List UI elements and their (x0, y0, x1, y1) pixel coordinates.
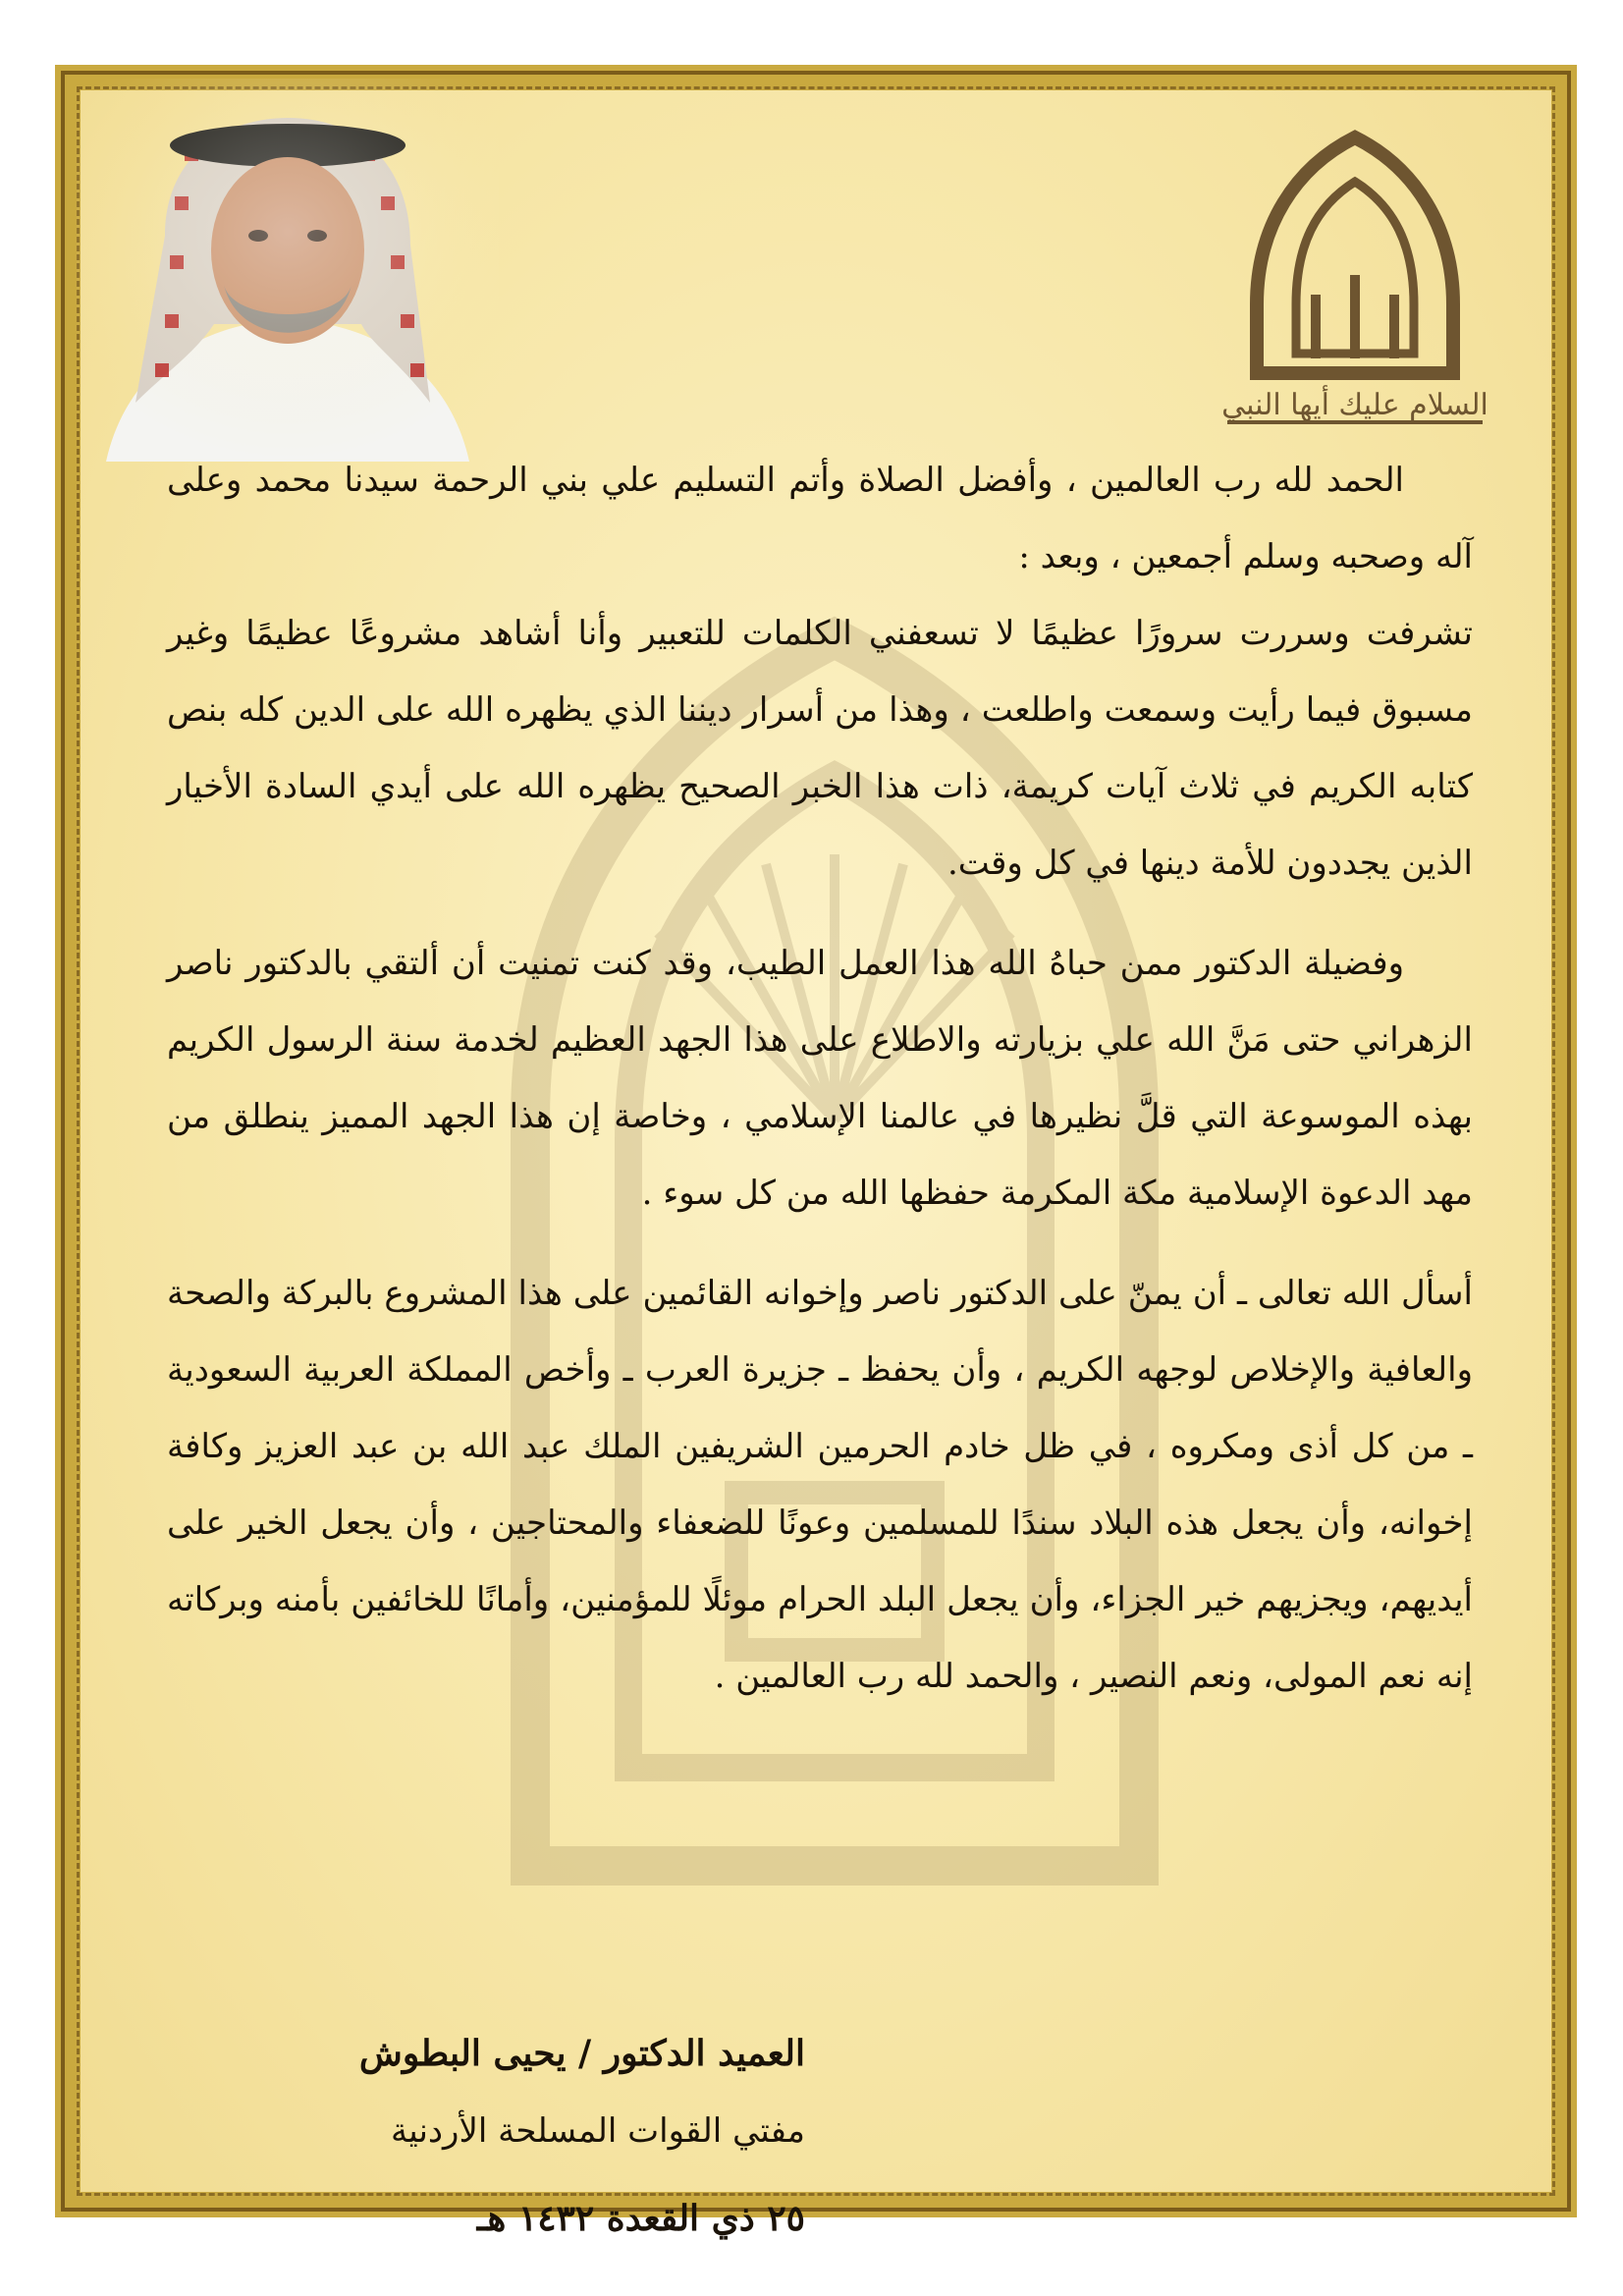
signature-title: مفتي القوات المسلحة الأردنية (390, 2111, 805, 2151)
signature-date: ٢٥ ذي القعدة ١٤٣٢ هـ (476, 2198, 805, 2239)
paragraph-1: الحمد لله رب العالمين ، وأفضل الصلاة وأتم التسليم علي بني الرحمة سيدنا محمد وعلى آله وصحبه وسلم أجمعين ، وبعد : (167, 461, 1473, 576)
letter-body (167, 442, 1473, 1715)
paragraph-3: وفضيلة الدكتور ممن حباهُ الله هذا العمل الطيب، وقد كنت تمنيت أن ألتقي بالدكتور ناصر الزهراني حتى مَنَّ الله علي بزيارته والاطلاع على هذا الجهد العظيم لخدمة سنة الرسول الكريم بهذه الموسوعة التي قلَّ نظيرها في عالمنا الإسلامي ، وخاصة إن هذا الجهد المميز ينطلق من مهد الدعوة الإسلامية مكة المكرمة حفظها الله من كل سوء . (167, 944, 1473, 1213)
logo-calligraphy: السلام عليك أيها النبي (1221, 388, 1488, 422)
paragraph-2: تشرفت وسررت سرورًا عظيمًا لا تسعفني الكلمات للتعبير وأنا أشاهد مشروعًا عظيمًا وغير مسبوق فيما رأيت وسمعت واطلعت ، وهذا من أسرار ديننا الذي يظهره الله على الدين كله بنص كتابه الكريم في ثلاث آيات كريمة، ذات هذا الخبر الصحيح يظهره الله على أيدي السادة الأخيار الذين يجددون للأمة دينها في كل وقت. (167, 614, 1473, 883)
mosque-arch-logo (1208, 128, 1502, 452)
signature-name: العميد الدكتور / يحيى البطوش (358, 2033, 805, 2074)
paragraph-4: أسأل الله تعالى ـ أن يمنّ على الدكتور ناصر وإخوانه القائمين على هذا المشروع بالبركة والصحة والعافية والإخلاص لوجهه الكريم ، وأن يحفظ ـ جزيرة العرب ـ وأخص المملكة العربية السعودية ـ من كل أذى ومكروه ، في ظل خادم الحرمين الشريفين الملك عبد الله بن عبد العزيز وكافة إخوانه، وأن يجعل هذه البلاد سندًا للمسلمين وعونًا للضعفاء والمحتاجين ، وأن يجعل الخير على أيديهم، ويجزيهم خير الجزاء، وأن يجعل البلد الحرام موئلًا للمؤمنين، وأمانًا للخائفين بأمنه وبركاته إنه نعم المولى، ونعم النصير ، والحمد لله رب العالمين . (167, 1274, 1473, 1696)
man-portrait-photo (77, 79, 499, 462)
